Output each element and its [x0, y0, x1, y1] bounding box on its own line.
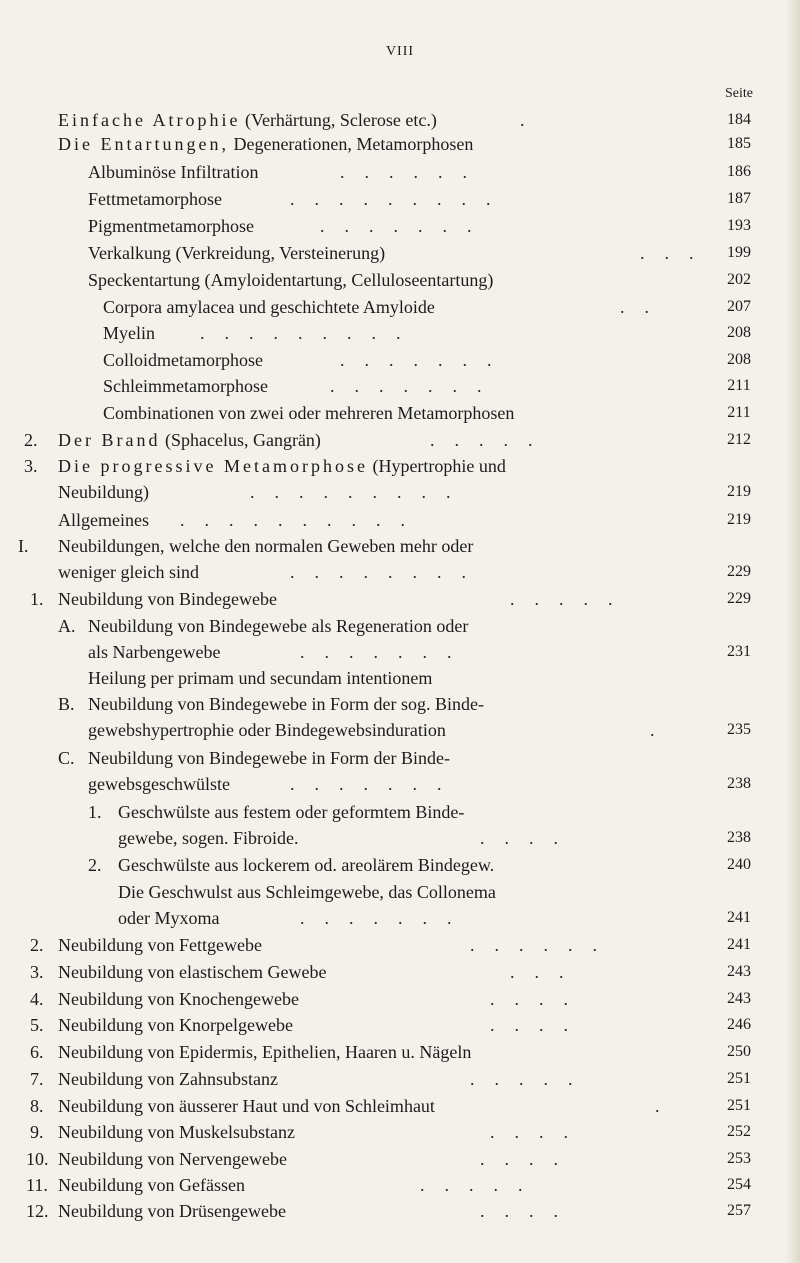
toc-entry-title — [58, 1173, 245, 1197]
toc-entry — [0, 880, 800, 904]
toc-entry — [0, 374, 800, 398]
toc-entry — [0, 560, 800, 584]
toc-entry-text: Neubildung von Zahnsubstanz — [58, 1069, 278, 1089]
toc-entry-page: 235 — [727, 721, 751, 738]
toc-entry-text: (Verhärtung, Sclerose etc.) — [240, 110, 437, 130]
toc-entry-text: oder Myxoma — [118, 908, 220, 928]
toc-entry-page: 257 — [727, 1202, 751, 1219]
toc-entry-page: 231 — [727, 643, 751, 660]
toc-entry-text: Neubildung) — [58, 482, 149, 502]
toc-entry-dot-leader: ....... — [290, 774, 462, 794]
toc-entry-dot-leader: . — [520, 110, 545, 130]
toc-entry-title — [118, 826, 298, 850]
toc-entry-page: 219 — [727, 483, 751, 500]
toc-entry-title — [118, 880, 496, 904]
toc-entry-text: gewebshypertrophie oder Bindegewebsinduration — [88, 720, 446, 740]
toc-entry-number: 5. — [30, 1015, 44, 1035]
toc-entry — [0, 1094, 800, 1118]
toc-entry — [0, 640, 800, 664]
toc-entry-dot-leader: ......... — [290, 189, 511, 209]
toc-entry-page: 199 — [727, 244, 751, 261]
toc-entry-title — [58, 560, 199, 584]
toc-entry-page: 208 — [727, 324, 751, 341]
toc-entry-page: 184 — [727, 111, 751, 128]
toc-entry-dot-leader: ....... — [300, 908, 472, 928]
toc-entry-text: Neubildung von Knorpelgewebe — [58, 1015, 293, 1035]
toc-entry-page: 238 — [727, 829, 751, 846]
toc-entry-title — [58, 480, 149, 504]
toc-entry-text: Verkalkung (Verkreidung, Versteinerung) — [88, 243, 386, 263]
toc-entry — [0, 1013, 800, 1037]
page-number: VIII — [385, 44, 415, 59]
toc-entry-text: (Sphacelus, Gangrän) — [160, 430, 321, 450]
toc-entry-title — [88, 187, 222, 211]
toc-entry-dot-leader: ....... — [300, 642, 472, 662]
toc-entry-title — [58, 1040, 471, 1064]
toc-entry-title — [88, 214, 254, 238]
toc-entry-title — [103, 374, 268, 398]
toc-entry-text: Neubildungen, welche den normalen Geweben mehr oder — [58, 536, 474, 556]
toc-entry — [0, 906, 800, 930]
toc-entry-text: Corpora amylacea und geschichtete Amyloide — [103, 297, 435, 317]
toc-entry — [0, 666, 800, 690]
toc-entry-page: 211 — [727, 404, 751, 421]
toc-entry-dot-leader: ...... — [340, 162, 487, 182]
toc-entry-dot-leader: ......... — [200, 323, 421, 343]
toc-entry-dot-leader: .... — [480, 1149, 578, 1169]
toc-entry — [0, 587, 800, 611]
toc-entry-page: 186 — [727, 163, 751, 180]
toc-entry-dot-leader: ....... — [320, 216, 492, 236]
toc-entry-number: 6. — [30, 1042, 44, 1062]
toc-entry-dot-leader: ..... — [430, 430, 553, 450]
toc-entry-number: 7. — [30, 1069, 44, 1089]
toc-entry-dot-leader: . — [650, 720, 675, 740]
toc-entry-title — [88, 718, 446, 742]
toc-entry-page: 246 — [727, 1016, 751, 1033]
toc-entry-title — [58, 587, 277, 611]
toc-entry-dot-leader: ..... — [420, 1175, 543, 1195]
toc-entry-title — [88, 666, 432, 690]
toc-entry-dot-leader: .... — [490, 1122, 588, 1142]
toc-entry — [0, 295, 800, 319]
toc-entry — [0, 348, 800, 372]
toc-entry — [0, 401, 800, 425]
toc-entry — [0, 508, 800, 532]
toc-entry-text: Neubildung von Epidermis, Epithelien, Haaren u. Nägeln — [58, 1042, 472, 1062]
toc-entry-number: 2. — [30, 935, 44, 955]
toc-entry-dot-leader: .... — [480, 828, 578, 848]
toc-entry-title — [103, 295, 435, 319]
toc-entry — [0, 960, 800, 984]
toc-entry — [0, 614, 800, 638]
toc-entry-text: Schleimmetamorphose — [103, 376, 268, 396]
toc-entry-number: 4. — [30, 989, 44, 1009]
toc-entry-title — [103, 401, 514, 425]
toc-entry-number: 8. — [30, 1096, 44, 1116]
toc-entry-title — [88, 614, 468, 638]
toc-entry-dot-leader: ... — [640, 243, 714, 263]
toc-entry-title — [58, 987, 299, 1011]
toc-entry-page: 219 — [727, 511, 751, 528]
toc-entry-text: gewebe, sogen. Fibroide. — [118, 828, 299, 848]
toc-entry-spaced-heading: Die Entartungen, — [58, 134, 229, 154]
toc-entry-title — [58, 454, 506, 478]
toc-entry-spaced-heading: Einfache Atrophie — [58, 110, 241, 130]
toc-entry-spaced-heading: Der Brand — [58, 430, 161, 450]
toc-entry-page: 254 — [727, 1176, 751, 1193]
toc-entry-text: Geschwülste aus lockerem od. areolärem Bindegew. — [118, 855, 495, 875]
toc-entry — [0, 428, 800, 452]
toc-entry-title — [58, 108, 437, 132]
toc-entry-title — [88, 241, 385, 265]
toc-entry-dot-leader: .... — [490, 989, 588, 1009]
toc-entry-text: Neubildung von Nervengewebe — [58, 1149, 287, 1169]
toc-entry-number: 11. — [26, 1175, 48, 1195]
toc-entry-title — [103, 348, 263, 372]
toc-entry-title — [58, 960, 326, 984]
toc-entry — [0, 987, 800, 1011]
toc-entry-title — [58, 1120, 295, 1144]
toc-entry-number: 12. — [26, 1201, 49, 1221]
toc-entry — [0, 268, 800, 292]
toc-entry-text: Combinationen von zwei oder mehreren Metamorphosen — [103, 403, 515, 423]
toc-entry-title — [103, 321, 155, 345]
toc-entry-title — [88, 746, 450, 770]
toc-entry-number: 1. — [88, 802, 102, 822]
toc-entry — [0, 1173, 800, 1197]
toc-entry-dot-leader: .......... — [180, 510, 425, 530]
toc-entry-page: 212 — [727, 431, 751, 448]
toc-entry — [0, 187, 800, 211]
toc-entry-page: 187 — [727, 190, 751, 207]
toc-entry-page: 251 — [727, 1070, 751, 1087]
toc-entry-page: 240 — [727, 856, 751, 873]
toc-entry-text: Neubildung von Bindegewebe als Regeneration oder — [88, 616, 469, 636]
toc-entry-dot-leader: . — [655, 1096, 680, 1116]
toc-entry-title — [58, 508, 149, 532]
toc-entry-dot-leader: .... — [480, 1201, 578, 1221]
toc-entry-text: als Narbengewebe — [88, 642, 221, 662]
toc-entry-text: Neubildung von Muskelsubstanz — [58, 1122, 295, 1142]
toc-entry — [0, 800, 800, 824]
toc-entry-text: Geschwülste aus festem oder geformtem Binde- — [118, 802, 465, 822]
toc-entry-number: 3. — [30, 962, 44, 982]
toc-entry — [0, 321, 800, 345]
toc-entry-number: 2. — [24, 430, 38, 450]
toc-entry-text: gewebsgeschwülste — [88, 774, 230, 794]
toc-entry-number: 1. — [30, 589, 44, 609]
toc-entry-page: 208 — [727, 351, 751, 368]
toc-entry-title — [58, 534, 473, 558]
toc-entry-dot-leader: ....... — [330, 376, 502, 396]
toc-entry-title — [58, 1147, 287, 1171]
toc-entry-page: 202 — [727, 271, 751, 288]
toc-entry-number: I. — [18, 536, 29, 556]
toc-entry-text: Neubildung von Gefässen — [58, 1175, 245, 1195]
toc-entry-number: B. — [58, 694, 75, 714]
toc-entry — [0, 454, 800, 478]
toc-entry — [0, 480, 800, 504]
toc-entry — [0, 1040, 800, 1064]
toc-entry-page: 243 — [727, 990, 751, 1007]
toc-entry-text: Albuminöse Infiltration — [88, 162, 259, 182]
toc-entry-title — [58, 1094, 435, 1118]
toc-entry-number: 9. — [30, 1122, 44, 1142]
toc-entry-page: 229 — [727, 563, 751, 580]
toc-entry-page: 229 — [727, 590, 751, 607]
toc-entry-page: 185 — [727, 135, 751, 152]
toc-entry — [0, 772, 800, 796]
page-column-heading: Seite — [725, 86, 753, 101]
toc-entry-text: Neubildung von Bindegewebe in Form der Binde- — [88, 748, 450, 768]
toc-entry — [0, 692, 800, 716]
toc-entry-page: 253 — [727, 1150, 751, 1167]
toc-entry-dot-leader: ..... — [470, 1069, 593, 1089]
toc-entry-title — [88, 160, 258, 184]
toc-entry — [0, 1120, 800, 1144]
toc-entry — [0, 160, 800, 184]
toc-entry-dot-leader: .. — [620, 297, 669, 317]
toc-entry-text: Heilung per primam und secundam intentionem — [88, 668, 433, 688]
toc-entry-title — [58, 1013, 293, 1037]
toc-entry-text: Speckentartung (Amyloidentartung, Celluloseentartung) — [88, 270, 494, 290]
toc-entry-title — [88, 640, 220, 664]
toc-entry-page: 241 — [727, 909, 751, 926]
toc-entry-dot-leader: ...... — [470, 935, 617, 955]
toc-entry — [0, 1147, 800, 1171]
toc-entry — [0, 241, 800, 265]
toc-entry-page: 243 — [727, 963, 751, 980]
toc-entry — [0, 853, 800, 877]
toc-entry-title — [88, 772, 230, 796]
toc-entry — [0, 933, 800, 957]
toc-entry-text: Myelin — [103, 323, 155, 343]
toc-entry-page: 207 — [727, 298, 751, 315]
toc-entry — [0, 534, 800, 558]
toc-entry-title — [118, 906, 219, 930]
toc-entry — [0, 718, 800, 742]
toc-entry-text: Allgemeines — [58, 510, 149, 530]
toc-entry-page: 241 — [727, 936, 751, 953]
toc-entry-number: A. — [58, 616, 76, 636]
toc-entry — [0, 108, 800, 132]
toc-entry — [0, 1067, 800, 1091]
toc-entry-page: 250 — [727, 1043, 751, 1060]
toc-entry-title — [58, 1067, 278, 1091]
toc-entry-text: Neubildung von elastischem Gewebe — [58, 962, 327, 982]
toc-entry-dot-leader: ........ — [290, 562, 486, 582]
toc-entry-text: Neubildung von Knochengewebe — [58, 989, 299, 1009]
toc-entry-number: 3. — [24, 456, 38, 476]
toc-entry-dot-leader: ..... — [510, 589, 633, 609]
toc-entry-dot-leader: ......... — [250, 482, 471, 502]
toc-entry-dot-leader: ... — [510, 962, 584, 982]
toc-entry-title — [118, 800, 464, 824]
toc-entry — [0, 826, 800, 850]
toc-entry-title — [58, 428, 321, 452]
toc-entry — [0, 132, 800, 156]
toc-entry-title — [58, 933, 262, 957]
toc-entry — [0, 1199, 800, 1223]
toc-entry-text: Colloidmetamorphose — [103, 350, 263, 370]
toc-entry-number: 2. — [88, 855, 102, 875]
toc-entry-dot-leader: .... — [490, 1015, 588, 1035]
toc-entry-text: Fettmetamorphose — [88, 189, 222, 209]
toc-entry-page: 252 — [727, 1123, 751, 1140]
toc-entry-text: weniger gleich sind — [58, 562, 199, 582]
toc-entry — [0, 214, 800, 238]
toc-entry-number: 10. — [26, 1149, 49, 1169]
toc-entry-text: Neubildung von Fettgewebe — [58, 935, 262, 955]
toc-entry-title — [118, 853, 494, 877]
toc-entry-text: Neubildung von Drüsengewebe — [58, 1201, 286, 1221]
toc-entry-text: Die Geschwulst aus Schleimgewebe, das Collonema — [118, 882, 496, 902]
toc-entry-text: Pigmentmetamorphose — [88, 216, 254, 236]
toc-entry-text: (Hypertrophie und — [367, 456, 506, 476]
toc-entry-title — [88, 692, 484, 716]
toc-entry-text: Degenerationen, Metamorphosen — [228, 134, 474, 154]
toc-entry-text: Neubildung von Bindegewebe in Form der sog. Binde- — [88, 694, 484, 714]
toc-entry-title — [88, 268, 493, 292]
toc-entry-dot-leader: ....... — [340, 350, 512, 370]
toc-entry-page: 193 — [727, 217, 751, 234]
toc-entry-text: Neubildung von äusserer Haut und von Schleimhaut — [58, 1096, 435, 1116]
toc-entry — [0, 746, 800, 770]
toc-entry-text: Neubildung von Bindegewebe — [58, 589, 277, 609]
toc-entry-number: C. — [58, 748, 75, 768]
toc-entry-page: 238 — [727, 775, 751, 792]
toc-entry-title — [58, 1199, 286, 1223]
toc-entry-page: 211 — [727, 377, 751, 394]
toc-entry-page: 251 — [727, 1097, 751, 1114]
toc-entry-spaced-heading: Die progressive Metamorphose — [58, 456, 368, 476]
toc-entry-title — [58, 132, 473, 156]
